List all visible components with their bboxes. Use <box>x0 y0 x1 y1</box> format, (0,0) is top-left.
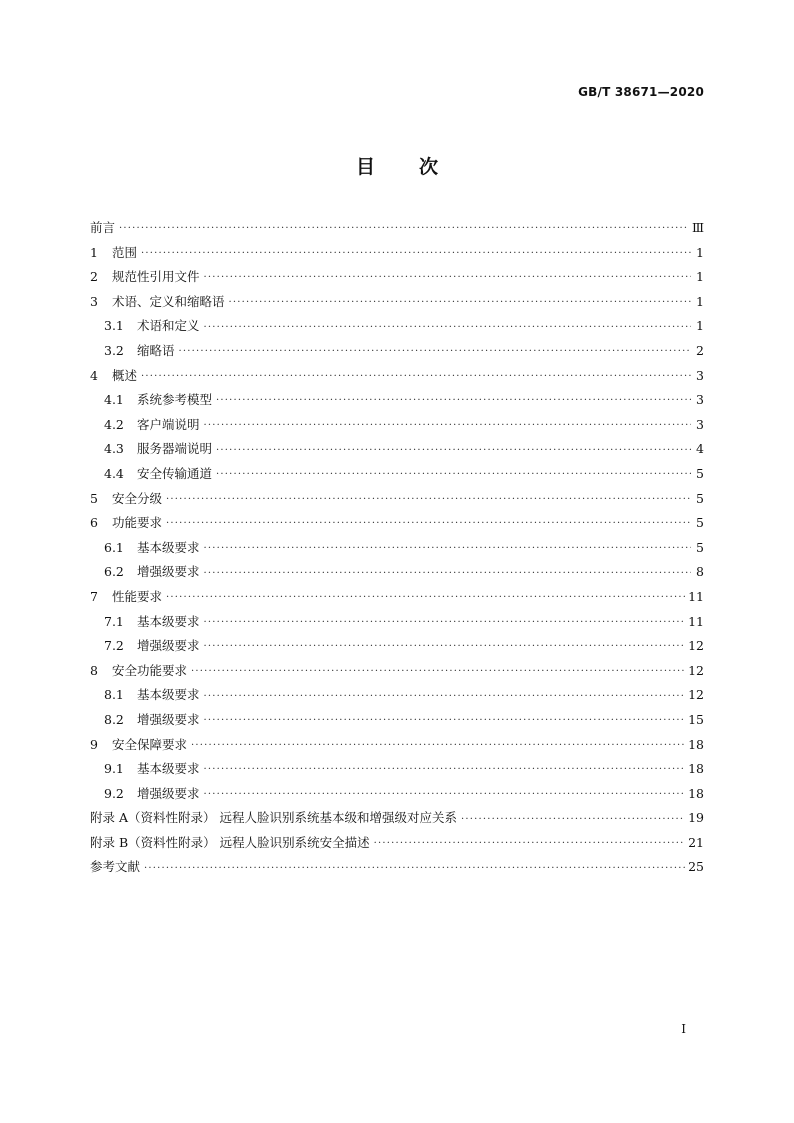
toc-entry-label: 附录 B（资料性附录） 远程人脸识别系统安全描述 <box>90 834 370 850</box>
toc-leader-dots <box>461 815 685 825</box>
page-title-part1: 目 <box>355 156 375 178</box>
page-title-part2: 次 <box>419 156 439 178</box>
toc-entry-page: 8 <box>696 564 704 580</box>
toc-entry-number: 2 <box>90 269 98 285</box>
toc-leader-dots <box>204 273 691 283</box>
toc-entry-page: 12 <box>688 638 704 654</box>
page-title <box>0 152 794 179</box>
toc-entry-page: 2 <box>696 343 704 359</box>
toc-entry-label: 基本级要求 <box>137 687 200 703</box>
toc-entry-number: 4.2 <box>104 416 124 432</box>
toc-entry-number: 4 <box>90 367 98 383</box>
toc-entry-page: 5 <box>696 465 704 481</box>
toc-leader-dots <box>204 421 691 431</box>
standard-code: GB/T 38671—2020 <box>578 85 704 99</box>
toc-entry-page: 25 <box>688 859 704 875</box>
toc-entry-label: 安全功能要求 <box>112 662 188 678</box>
toc-entry-page: 3 <box>696 367 704 383</box>
toc-entry-number: 6 <box>90 515 98 531</box>
toc-entry-label: 基本级要求 <box>137 539 200 555</box>
toc-entry-label: 范围 <box>112 244 138 260</box>
toc-entry-label: 服务器端说明 <box>137 441 213 457</box>
toc-entry-number: 3.2 <box>104 343 124 359</box>
toc-entry-label: 增强级要求 <box>137 711 200 727</box>
toc-leader-dots <box>166 519 691 529</box>
toc-entry[interactable] <box>90 683 704 708</box>
toc-entry-label: 功能要求 <box>112 515 163 531</box>
toc-entry-page: 4 <box>696 441 704 457</box>
toc-leader-dots <box>204 790 686 800</box>
toc-leader-dots <box>191 741 685 751</box>
toc-leader-dots <box>191 667 685 677</box>
toc-entry[interactable] <box>90 437 704 462</box>
toc-entry-page: 11 <box>688 588 704 604</box>
toc-entry-page: 18 <box>688 785 704 801</box>
toc-entry[interactable] <box>90 364 704 389</box>
toc-entry[interactable] <box>90 413 704 438</box>
toc-entry-label: 规范性引用文件 <box>112 269 200 285</box>
toc-entry-label: 性能要求 <box>112 588 163 604</box>
toc-entry-number: 4.1 <box>104 392 124 408</box>
toc-leader-dots <box>141 372 691 382</box>
toc-entry-number: 9 <box>90 736 98 752</box>
toc-entry-page: 11 <box>688 613 704 629</box>
toc-entry[interactable] <box>90 831 704 856</box>
toc-entry-page: 18 <box>688 761 704 777</box>
toc-entry-label: 术语和定义 <box>137 318 200 334</box>
toc-entry[interactable] <box>90 634 704 659</box>
toc-entry-number: 8 <box>90 662 98 678</box>
toc-entry-page: 1 <box>696 293 704 309</box>
toc-entry[interactable] <box>90 560 704 585</box>
toc-leader-dots <box>216 396 691 406</box>
toc-leader-dots <box>204 323 691 333</box>
toc-leader-dots <box>204 544 691 554</box>
toc-entry[interactable] <box>90 782 704 807</box>
toc-leader-dots <box>216 446 691 456</box>
toc-entry[interactable] <box>90 610 704 635</box>
toc-leader-dots <box>144 864 685 874</box>
toc-entry-number: 5 <box>90 490 98 506</box>
toc-leader-dots <box>119 224 689 234</box>
toc-entry-page: 15 <box>688 711 704 727</box>
toc-leader-dots <box>204 642 686 652</box>
toc-entry[interactable] <box>90 265 704 290</box>
toc-entry[interactable] <box>90 536 704 561</box>
toc-leader-dots <box>204 716 686 726</box>
toc-entry-label: 参考文献 <box>90 859 141 875</box>
toc-entry-page: 1 <box>696 269 704 285</box>
toc-entry[interactable] <box>90 241 704 266</box>
toc-entry-number: 8.2 <box>104 711 124 727</box>
toc-entry-label: 基本级要求 <box>137 761 200 777</box>
toc-entry[interactable] <box>90 339 704 364</box>
toc-entry-label: 附录 A（资料性附录） 远程人脸识别系统基本级和增强级对应关系 <box>90 810 457 826</box>
toc-entry-page: 1 <box>696 244 704 260</box>
toc-entry-page: 5 <box>696 490 704 506</box>
toc-entry[interactable] <box>90 487 704 512</box>
toc-entry[interactable] <box>90 659 704 684</box>
toc-entry-label: 术语、定义和缩略语 <box>112 293 225 309</box>
page-number: Ⅰ <box>681 1022 686 1036</box>
toc-entry-page: 18 <box>688 736 704 752</box>
toc-entry-number: 1 <box>90 244 98 260</box>
toc-leader-dots <box>216 470 691 480</box>
toc-entry-number: 8.1 <box>104 687 124 703</box>
toc-entry-page: Ⅲ <box>691 220 704 236</box>
toc-entry-number: 4.4 <box>104 465 124 481</box>
toc-entry[interactable] <box>90 732 704 757</box>
toc-entry-number: 3 <box>90 293 98 309</box>
toc-entry-label: 概述 <box>112 367 138 383</box>
toc-leader-dots <box>141 249 691 259</box>
toc-entry-page: 5 <box>696 515 704 531</box>
toc-entry-page: 21 <box>688 834 704 850</box>
toc-entry[interactable] <box>90 757 704 782</box>
toc-entry[interactable] <box>90 806 704 831</box>
toc-entry[interactable] <box>90 290 704 315</box>
toc-entry-label: 客户端说明 <box>137 416 200 432</box>
toc-entry-number: 6.2 <box>104 564 124 580</box>
toc-entry-number: 4.3 <box>104 441 124 457</box>
toc-entry[interactable] <box>90 855 704 880</box>
toc-entry-label: 基本级要求 <box>137 613 200 629</box>
toc-entry-page: 3 <box>696 416 704 432</box>
toc-entry-page: 3 <box>696 392 704 408</box>
toc-entry-number: 7.2 <box>104 638 124 654</box>
toc-entry-label: 增强级要求 <box>137 785 200 801</box>
toc-entry-label: 增强级要求 <box>137 564 200 580</box>
toc-entry-page: 1 <box>696 318 704 334</box>
toc-entry-label: 安全保障要求 <box>112 736 188 752</box>
toc-leader-dots <box>229 298 691 308</box>
toc-leader-dots <box>166 495 691 505</box>
toc-leader-dots <box>204 692 686 702</box>
toc-leader-dots <box>204 618 686 628</box>
toc-entry-label: 缩略语 <box>137 343 175 359</box>
toc-entry-label: 前言 <box>90 220 116 236</box>
toc-entry-label: 系统参考模型 <box>137 392 213 408</box>
toc-entry-label: 安全传输通道 <box>137 465 213 481</box>
toc-entry[interactable] <box>90 388 704 413</box>
toc-leader-dots <box>374 839 685 849</box>
toc-entry-page: 12 <box>688 662 704 678</box>
toc-entry-label: 增强级要求 <box>137 638 200 654</box>
toc-entry-number: 9.1 <box>104 761 124 777</box>
toc-entry[interactable] <box>90 511 704 536</box>
table-of-contents <box>90 216 704 880</box>
toc-leader-dots <box>204 569 691 579</box>
toc-entry-number: 3.1 <box>104 318 124 334</box>
toc-entry-page: 5 <box>696 539 704 555</box>
toc-entry[interactable] <box>90 708 704 733</box>
toc-entry-page: 19 <box>688 810 704 826</box>
toc-entry-number: 7 <box>90 588 98 604</box>
toc-entry-page: 12 <box>688 687 704 703</box>
toc-entry[interactable] <box>90 216 704 241</box>
toc-entry[interactable] <box>90 314 704 339</box>
toc-entry-label: 安全分级 <box>112 490 163 506</box>
toc-entry-number: 6.1 <box>104 539 124 555</box>
toc-leader-dots <box>179 347 691 357</box>
toc-entry-number: 7.1 <box>104 613 124 629</box>
toc-leader-dots <box>166 593 685 603</box>
toc-entry-number: 9.2 <box>104 785 124 801</box>
toc-leader-dots <box>204 765 686 775</box>
toc-entry[interactable] <box>90 585 704 610</box>
toc-entry[interactable] <box>90 462 704 487</box>
